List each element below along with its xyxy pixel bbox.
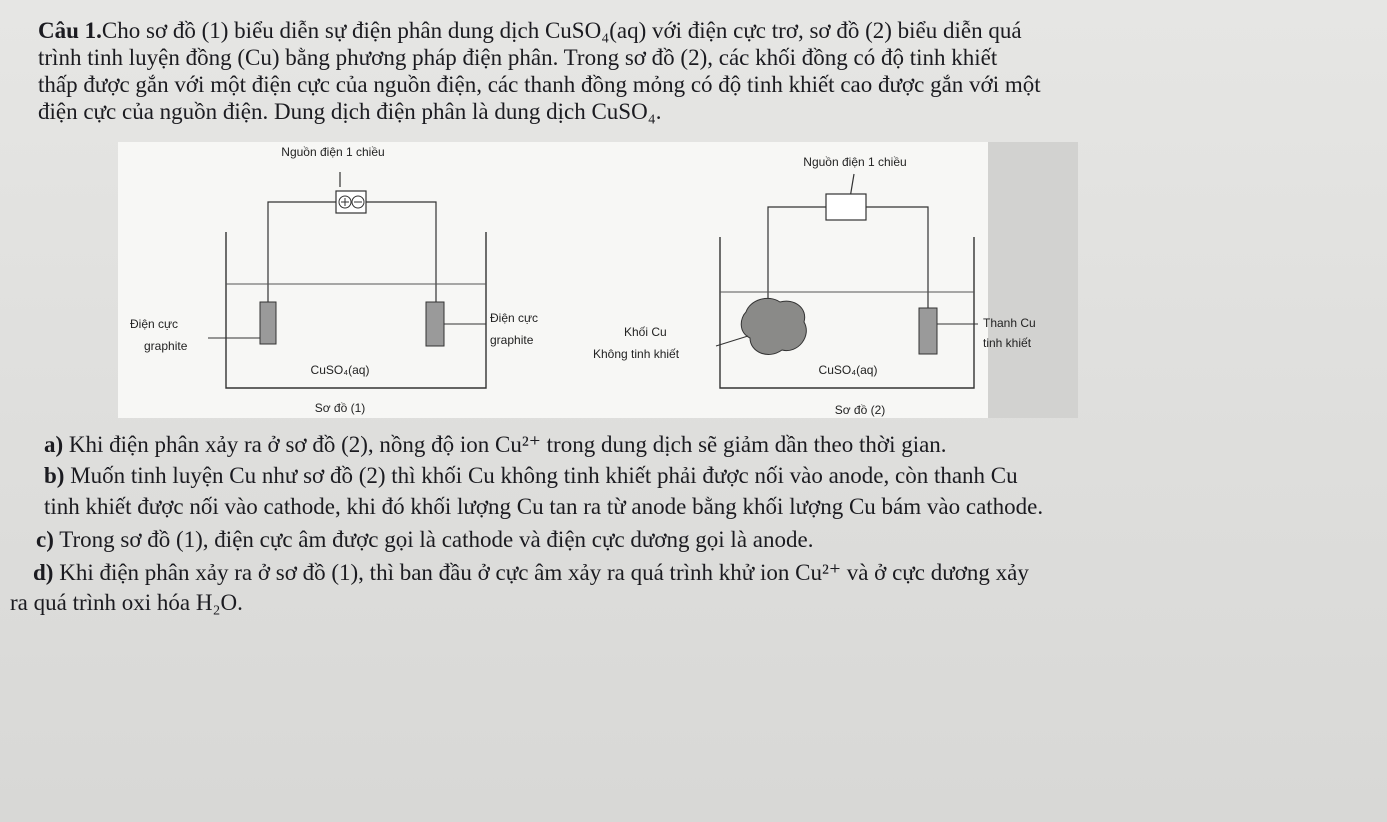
- diagram1-caption: Sơ đồ (1): [314, 401, 366, 415]
- diagram1-left-electrode: [260, 302, 276, 344]
- diagram2-power-label: Nguồn điện 1 chiều: [803, 155, 907, 169]
- diagram-shadow-strip: [988, 142, 1078, 418]
- statement-b-label: b): [44, 463, 65, 488]
- diagram1-left-label-1: Điện cực: [130, 317, 179, 331]
- diagram1-solution-label: CuSO₄(aq): [310, 363, 370, 377]
- statement-b-text-1: Muốn tinh luyện Cu như sơ đồ (2) thì khối Cu không tinh khiết phải được nối vào anode, còn thanh Cu: [70, 463, 1018, 488]
- question-stem-line-3: thấp được gắn với một điện cực của nguồn điện, các thanh đồng mỏng có độ tinh khiết cao được gắn với một: [38, 72, 1041, 97]
- question-line-1: [38, 17, 1022, 44]
- statement-a-label: a): [44, 432, 64, 457]
- statement-d-text-1: Khi điện phân xảy ra ở sơ đồ (1), thì ban đầu ở cực âm xảy ra quá trình khử ion Cu²⁺ và ở cực dương xảy: [59, 560, 1029, 585]
- diagram1-right-label-2: graphite: [490, 333, 534, 347]
- diagram1-right-label-1: Điện cực: [490, 311, 539, 325]
- statement-b-line-1: [44, 462, 1384, 489]
- diagram2-pure-label-1: Thanh Cu: [983, 316, 1036, 330]
- diagram2-power-box: [826, 194, 866, 220]
- statement-c-label: c): [36, 527, 54, 552]
- diagram2-pure-copper-bar: [919, 308, 937, 354]
- statement-c-text: Trong sơ đồ (1), điện cực âm được gọi là cathode và điện cực dương gọi là anode.: [59, 527, 814, 552]
- diagram2-caption: Sơ đồ (2): [834, 403, 886, 417]
- statement-d-line-1: [33, 559, 1373, 586]
- statement-d-label: d): [33, 560, 54, 585]
- diagram2-impure-label-1: Khối Cu: [624, 325, 667, 339]
- question-stem-line-1: Cho sơ đồ (1) biểu diễn sự điện phân dung dịch CuSO₄(aq) với điện cực trơ, sơ đồ (2) biểu diễn quá: [101, 18, 1022, 43]
- statement-b-text-2: tinh khiết được nối vào cathode, khi đó khối lượng Cu tan ra từ anode bằng khối lượng Cu bám vào cathode.: [44, 494, 1044, 519]
- diagram1-left-label-2: graphite: [144, 339, 188, 353]
- statement-a: [44, 431, 1384, 458]
- diagram2-impure-label-2: Không tinh khiết: [593, 347, 680, 361]
- diagram2-solution-label: CuSO₄(aq): [818, 363, 878, 377]
- statement-c: [36, 526, 1376, 553]
- statement-a-text: Khi điện phân xảy ra ở sơ đồ (2), nồng độ ion Cu²⁺ trong dung dịch sẽ giảm dần theo thời gian.: [68, 432, 947, 457]
- statement-d-text-2: ra quá trình oxi hóa H₂O.: [10, 590, 243, 615]
- diagram2-pure-label-2: tinh khiết: [983, 336, 1032, 350]
- question-number: Câu 1.: [38, 18, 102, 43]
- diagram1-right-electrode: [426, 302, 444, 346]
- diagram1-power-label: Nguồn điện 1 chiều: [281, 145, 385, 159]
- diagram-background: [118, 142, 1078, 418]
- question-stem-line-2: trình tinh luyện đồng (Cu) bằng phương pháp điện phân. Trong sơ đồ (2), các khối đồng có độ tinh khiết: [38, 45, 998, 70]
- question-stem-line-4: điện cực của nguồn điện. Dung dịch điện phân là dung dịch CuSO₄.: [38, 99, 662, 124]
- electrolysis-diagrams: [118, 142, 1078, 418]
